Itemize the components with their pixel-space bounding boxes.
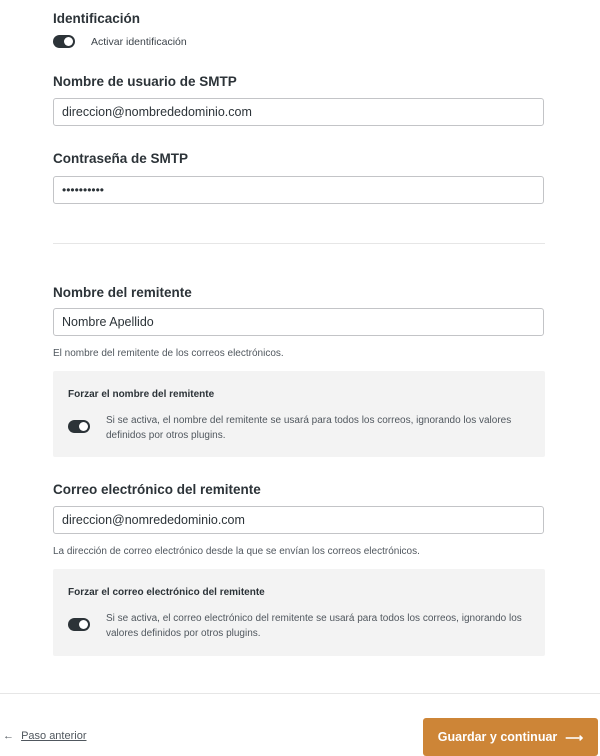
- back-link[interactable]: [3, 730, 87, 742]
- footer-divider: [0, 693, 600, 694]
- force-sender-email-panel: [53, 569, 545, 656]
- auth-title: Identificación: [53, 11, 141, 26]
- auth-toggle-label: Activar identificación: [91, 36, 187, 48]
- sender-email-label: Correo electrónico del remitente: [53, 482, 261, 497]
- sender-name-value: Nombre Apellido: [62, 315, 154, 329]
- force-sender-name-toggle[interactable]: [68, 420, 90, 433]
- save-continue-button[interactable]: [423, 718, 598, 756]
- arrow-right-icon: ⟶: [565, 730, 584, 745]
- smtp-password-input[interactable]: [53, 176, 544, 204]
- sender-email-input[interactable]: [53, 506, 544, 534]
- force-sender-name-title: Forzar el nombre del remitente: [68, 389, 215, 400]
- smtp-username-value: direccion@nombrededominio.com: [62, 105, 252, 119]
- back-arrow-icon: ←: [3, 730, 14, 742]
- smtp-password-label: Contraseña de SMTP: [53, 151, 189, 166]
- sender-name-input[interactable]: [53, 308, 544, 336]
- back-link-label: Paso anterior: [21, 730, 87, 742]
- force-sender-email-toggle[interactable]: [68, 618, 90, 631]
- sender-email-value: direccion@nomrededominio.com: [62, 513, 245, 527]
- force-sender-name-desc: Si se activa, el nombre del remitente se usará para todos los correos, ignorando los valores definidos por otros plugins.: [106, 415, 512, 441]
- auth-toggle[interactable]: [53, 35, 75, 48]
- save-continue-label: Guardar y continuar: [437, 730, 558, 744]
- force-sender-email-desc: Si se activa, el correo electrónico del remitente se usará para todos los correos, ignorando los valores definidos por otros plugins.: [106, 613, 522, 639]
- smtp-password-value: ••••••••••: [62, 183, 105, 197]
- sender-name-label: Nombre del remitente: [53, 285, 192, 300]
- sender-email-help: La dirección de correo electrónico desde la que se envían los correos electrónicos.: [53, 546, 420, 557]
- force-sender-email-title: Forzar el correo electrónico del remitente: [68, 587, 265, 598]
- force-sender-name-panel: [53, 371, 545, 457]
- smtp-username-input[interactable]: [53, 98, 544, 126]
- section-divider: [53, 243, 545, 244]
- smtp-username-label: Nombre de usuario de SMTP: [53, 74, 237, 89]
- sender-name-help: El nombre del remitente de los correos electrónicos.: [53, 348, 284, 359]
